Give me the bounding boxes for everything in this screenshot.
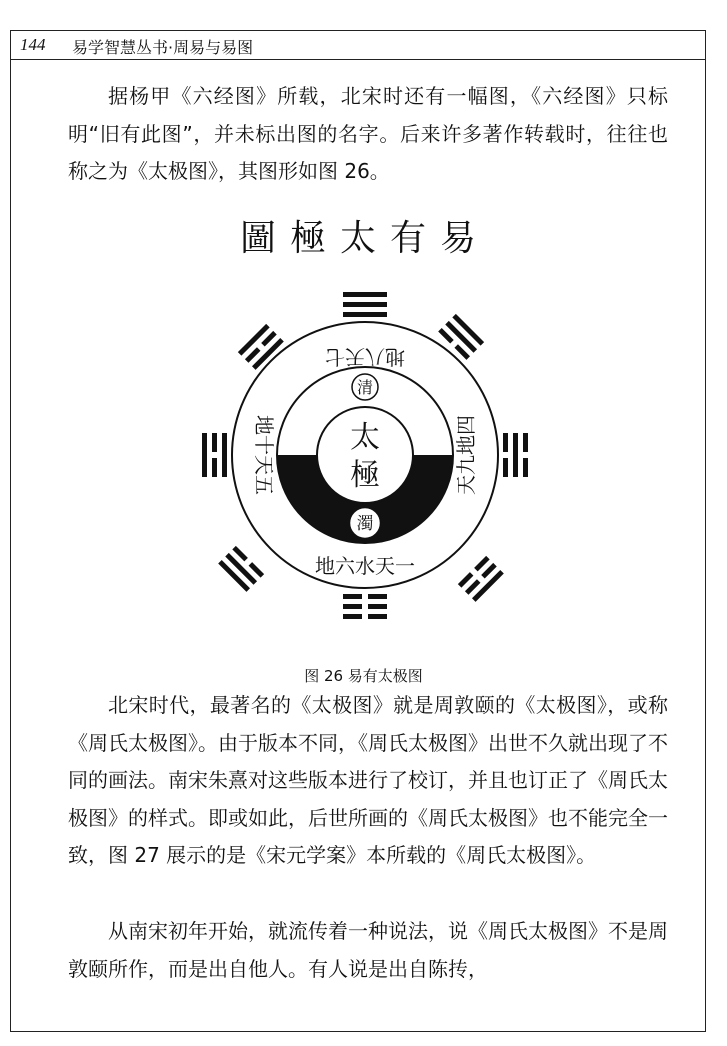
trigram-bottom [343, 594, 387, 619]
trigram-top [343, 292, 387, 317]
trigram-right [503, 433, 528, 477]
figure-caption: 图 26 易有太极图 [304, 667, 423, 685]
trigram-lower-left [218, 546, 264, 592]
ring-text-bottom: 地六水天一 [315, 554, 415, 578]
turbid-label: 濁 [356, 514, 374, 534]
page-header [10, 30, 706, 60]
center-text-bottom: 極 [350, 458, 380, 493]
paragraph-3: 从南宋初年开始，就流传着一种说法，说《周氏太极图》不是周敦颐所作，而是出自他人。有人说是出自陈抟， [68, 919, 668, 981]
clear-label: 清 [356, 378, 374, 397]
taiji-diagram [180, 210, 550, 660]
page-number: 144 [20, 35, 46, 54]
paragraph-1: 据杨甲《六经图》所载，北宋时还有一幅图，《六经图》只标明“旧有此图”，并未标出图的名字。后来许多著作转载时，往往也称之为《太极图》，其图形如图 26。 [68, 84, 668, 183]
running-head: 易学智慧丛书·周易与易图 [72, 38, 254, 57]
ring-text-left: 地十天五 [252, 415, 276, 495]
ring-text-top: 地八天七 [325, 345, 405, 369]
trigram-lower-right [458, 556, 504, 602]
center-text-top: 太 [350, 420, 380, 455]
paragraph-2: 北宋时代，最著名的《太极图》就是周敦颐的《太极图》，或称《周氏太极图》。由于版本不同，《周氏太极图》出世不久就出现了不同的画法。南宋朱熹对这些版本进行了校订，并且也订正了《周氏太极图》的样式。即或如此，后世所画的《周氏太极图》也不能完全一致，图 27 展示的是《宋元学案》本所载的《周氏太极图》。 [68, 693, 668, 867]
ring-text-right: 天九地四 [454, 415, 478, 495]
figure-title: 圖極太有易 [239, 218, 491, 259]
trigram-left [202, 433, 227, 477]
